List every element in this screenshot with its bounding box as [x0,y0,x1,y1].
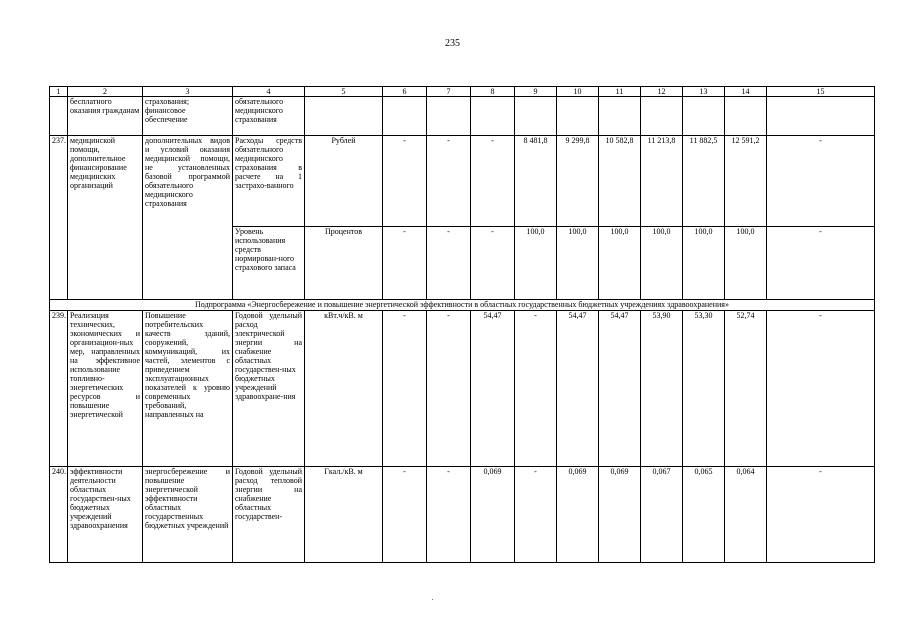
header-col-5: 5 [305,87,383,97]
header-col-7: 7 [427,87,471,97]
cell-col10: 0,069 [557,467,599,563]
table-row-237 [50,136,875,227]
cell-indicator: Расходы средств обязательного медицинского страхования в расчете на 1 застрахо-ванного [233,136,305,227]
cell-col7: - [427,467,471,563]
cell-col10: 100,0 [557,227,599,300]
header-col-8: 8 [471,87,515,97]
cell-col13: 0,065 [683,467,725,563]
cell-description: страхования; финансовое обеспечение [143,97,233,136]
cell-col10: 54,47 [557,311,599,467]
cell-col13: 53,30 [683,311,725,467]
cell-unit: кВт.ч/кВ. м [305,311,383,467]
table-row-continuation [50,97,875,136]
cell-col15: - [767,467,875,563]
cell-col12: 53,90 [641,311,683,467]
cell-col10: 9 299,8 [557,136,599,227]
cell-event: Реализация технических, экономических и организацион-ных мер, направленных на эффективное использование топливно-энергетических ресурсов и повышение энергетической [68,311,143,467]
scan-artifact [432,599,433,600]
cell-col11: 10 582,8 [599,136,641,227]
cell-col14: 0,064 [725,467,767,563]
indicators-table [49,86,875,563]
header-col-6: 6 [383,87,427,97]
cell-col8: 54,47 [471,311,515,467]
cell-col9: - [515,311,557,467]
cell-col14: 52,74 [725,311,767,467]
header-col-13: 13 [683,87,725,97]
table-row-239 [50,311,875,467]
cell-col9: - [515,467,557,563]
header-col-2: 2 [68,87,143,97]
cell-col6: - [383,311,427,467]
cell-col8: - [471,227,515,300]
cell-col11: 54,47 [599,311,641,467]
header-col-3: 3 [143,87,233,97]
cell-col12: 100,0 [641,227,683,300]
cell-col12: 0,067 [641,467,683,563]
cell-col12: 11 213,8 [641,136,683,227]
cell-col8: 0,069 [471,467,515,563]
cell-col13: 100,0 [683,227,725,300]
cell-num: 240. [50,467,68,563]
cell-col6: - [383,136,427,227]
cell-unit: Процентов [305,227,383,300]
table-row-240 [50,467,875,563]
header-col-9: 9 [515,87,557,97]
cell-event: медицинской помощи, дополнительное финансирование медицинских организаций [68,136,143,300]
cell-event: бесплатного оказания гражданам [68,97,143,136]
page-number: 235 [445,38,460,49]
subprogram-title: Подпрограмма «Энергосбережение и повышение энергетической эффективности в областных государственных бюджетных учреждениях здравоохранения» [50,300,875,311]
cell-col6: - [383,467,427,563]
cell-col11: 100,0 [599,227,641,300]
cell-col15: - [767,136,875,227]
cell-col7: - [427,311,471,467]
cell-num: 239. [50,311,68,467]
subprogram-row [50,300,875,311]
cell-description: дополнительных видов и условий оказания медицинской помощи, не установленных базовой программой обязательного медицинского страхования [143,136,233,300]
cell-col6: - [383,227,427,300]
cell-col9: 100,0 [515,227,557,300]
header-row [50,87,875,97]
header-col-14: 14 [725,87,767,97]
header-col-1: 1 [50,87,68,97]
header-col-11: 11 [599,87,641,97]
cell-col7: - [427,227,471,300]
cell-col15: - [767,227,875,300]
header-col-15: 15 [767,87,875,97]
cell-num: 237. [50,136,68,300]
cell-col7: - [427,136,471,227]
cell-col9: 8 481,8 [515,136,557,227]
cell-col8: - [471,136,515,227]
cell-description: Повышение потребительских качеств зданий, сооружений, коммуникаций, их частей, элементов с приведением эксплуатационных показателей к уровню современных требований, направленных на [143,311,233,467]
cell-col13: 11 882,5 [683,136,725,227]
cell-col14: 100,0 [725,227,767,300]
cell-indicator: Годовой удельный расход электрической энергии на снабжение областных государствен-ных бюджетных учреждений здравоохране-ния [233,311,305,467]
cell-description: энергосбережение и повышение энергетической эффективности областных государственных бюджетных учреждений [143,467,233,563]
cell-indicator: обязательного медицинского страхования [233,97,305,136]
cell-col15: - [767,311,875,467]
cell-indicator: Уровень использования средств нормирован-ного страхового запаса [233,227,305,300]
cell-unit: Рублей [305,136,383,227]
header-col-10: 10 [557,87,599,97]
cell-unit: Гкал./кВ. м [305,467,383,563]
header-col-12: 12 [641,87,683,97]
cell-indicator: Годовой удельный расход тепловой энергии на снабжение областных государствен- [233,467,305,563]
header-col-4: 4 [233,87,305,97]
cell-event: эффективности деятельности областных государствен-ных бюджетных учреждений здравоохранения [68,467,143,563]
cell-col14: 12 591,2 [725,136,767,227]
cell-num [50,97,68,136]
cell-col11: 0,069 [599,467,641,563]
